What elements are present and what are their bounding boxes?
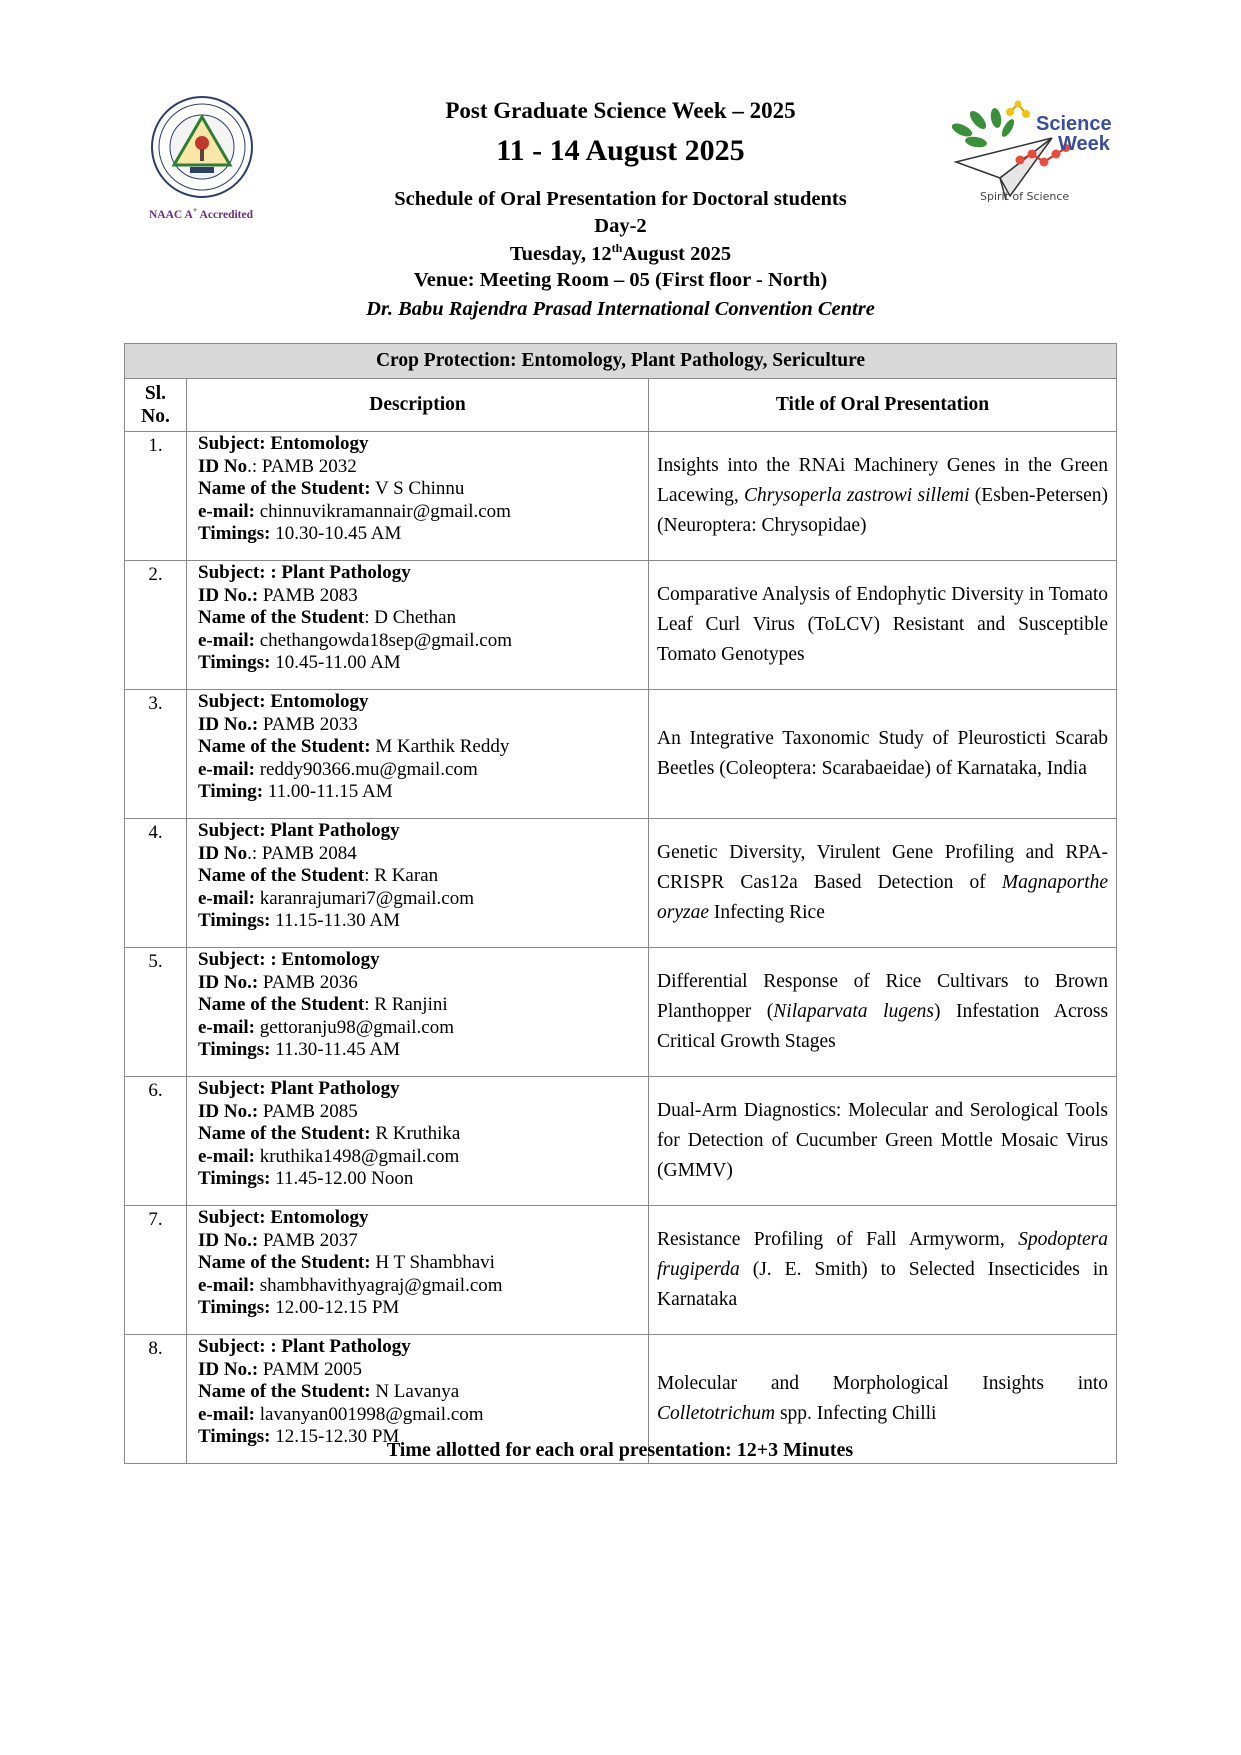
serial-number: 8. xyxy=(125,1335,187,1464)
subject-label: Subject: xyxy=(198,691,271,712)
timing-value: 12.15-12.30 PM xyxy=(270,1426,400,1447)
presentation-title: Genetic Diversity, Virulent Gene Profiling and RPA-CRISPR Cas12a Based Detection of Magnaporthe oryzae Infecting Rice xyxy=(649,819,1117,948)
id-label: ID No.: xyxy=(198,584,259,606)
student-name-label: Name of the Student: xyxy=(198,478,371,499)
student-name: V S Chinnu xyxy=(370,478,465,499)
table-row xyxy=(125,432,1117,561)
timing-label: Timings: xyxy=(198,652,271,673)
id-label: ID No.: xyxy=(198,1100,259,1122)
presentation-title: Comparative Analysis of Endophytic Diversity in Tomato Leaf Curl Virus (ToLCV) Resistant and Susceptible Tomato Genotypes xyxy=(649,561,1117,690)
id-label: ID No.: xyxy=(198,1229,259,1251)
venue-label: Venue: Meeting Room – 05 (First floor - North) xyxy=(413,269,828,291)
subject-value: : Entomology xyxy=(270,949,380,970)
student-name-label: Name of the Student xyxy=(198,607,365,628)
table-header-row xyxy=(125,379,1117,432)
student-name-label: Name of the Student: xyxy=(198,1123,371,1144)
presentation-title: Dual-Arm Diagnostics: Molecular and Serological Tools for Detection of Cucumber Green Mottle Mosaic Virus (GMMV) xyxy=(649,1077,1117,1206)
table-row xyxy=(125,819,1117,948)
id-value: PAMB 2037 xyxy=(262,1229,358,1251)
email-value: karanrajumari7@gmail.com xyxy=(254,887,475,909)
subject-value: Entomology xyxy=(270,433,369,454)
table-row xyxy=(125,690,1117,819)
email-label: e-mail: xyxy=(198,887,255,909)
serial-number: 4. xyxy=(125,819,187,948)
subject-value: Entomology xyxy=(270,691,369,712)
id-label: ID No.: xyxy=(198,971,259,993)
subject-value: Plant Pathology xyxy=(270,1078,400,1099)
presentation-title: Molecular and Morphological Insights into Colletotrichum spp. Infecting Chilli xyxy=(649,1335,1117,1464)
id-label: ID No xyxy=(198,842,248,864)
email-value: gettoranju98@gmail.com xyxy=(254,1016,454,1038)
student-name-label: Name of the Student: xyxy=(198,736,371,757)
timing-label: Timings: xyxy=(198,1297,271,1318)
id-label: ID No xyxy=(198,455,248,477)
col-title-header: Title of Oral Presentation xyxy=(649,379,1117,432)
email-value: reddy90366.mu@gmail.com xyxy=(254,758,478,780)
description-cell xyxy=(187,1077,649,1206)
student-name: : R Karan xyxy=(364,865,439,886)
timing-label: Timing: xyxy=(198,781,264,802)
serial-number: 7. xyxy=(125,1206,187,1335)
serial-number: 6. xyxy=(125,1077,187,1206)
student-name: M Karthik Reddy xyxy=(370,736,510,757)
timing-value: 10.30-10.45 AM xyxy=(270,523,402,544)
presentation-title: Differential Response of Rice Cultivars to Brown Planthopper (Nilaparvata lugens) Infestation Across Critical Growth Stages xyxy=(649,948,1117,1077)
email-label: e-mail: xyxy=(198,1016,255,1038)
date-label: Tuesday, 12thAugust 2025 xyxy=(509,241,732,265)
timing-label: Timings: xyxy=(198,1426,271,1447)
subject-label: Subject: xyxy=(198,1336,271,1357)
event-name: Post Graduate Science Week – 2025 xyxy=(445,98,796,123)
table-row xyxy=(125,1077,1117,1206)
day-label: Day-2 xyxy=(594,215,647,237)
presentation-title: Insights into the RNAi Machinery Genes in the Green Lacewing, Chrysoperla zastrowi sillemi (Esben-Petersen) (Neuroptera: Chrysopidae) xyxy=(649,432,1117,561)
subject-label: Subject: xyxy=(198,433,271,454)
email-value: chinnuvikramannair@gmail.com xyxy=(254,500,511,522)
id-value: PAMB 2084 xyxy=(261,842,357,864)
time-allotted-note: Time allotted for each oral presentation: 12+3 Minutes xyxy=(386,1439,854,1461)
timing-label: Timings: xyxy=(198,523,271,544)
email-value: lavanyan001998@gmail.com xyxy=(254,1403,484,1425)
student-name: : D Chethan xyxy=(364,607,457,628)
subject-value: Plant Pathology xyxy=(270,820,400,841)
presentation-title: An Integrative Taxonomic Study of Pleurosticti Scarab Beetles (Coleoptera: Scarabaeidae) of Karnataka, India xyxy=(649,690,1117,819)
timing-label: Timings: xyxy=(198,1039,271,1060)
email-value: kruthika1498@gmail.com xyxy=(254,1145,460,1167)
timing-value: 11.45-12.00 Noon xyxy=(270,1168,414,1189)
email-label: e-mail: xyxy=(198,758,255,780)
student-name: N Lavanya xyxy=(370,1381,460,1402)
description-cell xyxy=(187,690,649,819)
serial-number: 1. xyxy=(125,432,187,561)
description-cell: Subject: Entomology ID No.: PAMB 2032 Name of the Student: V S Chinnu e-mail: chinnuvikramannair@gmail.com Timings: 10.30-10.45 AM xyxy=(187,432,649,561)
science-week-title-line2: Week xyxy=(1058,133,1110,155)
science-week-title-line1: Science xyxy=(1036,113,1112,135)
email-label: e-mail: xyxy=(198,1403,255,1425)
id-label: ID No.: xyxy=(198,713,259,735)
subject-label: Subject: xyxy=(198,949,271,970)
university-seal-logo xyxy=(150,95,254,199)
email-value: chethangowda18sep@gmail.com xyxy=(254,629,513,651)
student-name-label: Name of the Student xyxy=(198,865,365,886)
description-cell xyxy=(187,948,649,1077)
email-label: e-mail: xyxy=(198,629,255,651)
col-sl-header: Sl. No. xyxy=(125,379,187,432)
description-cell: Subject: Plant Pathology ID No.: PAMB 2084 Name of the Student: R Karan e-mail: karanrajumari7@gmail.com Timings: 11.15-11.30 AM xyxy=(187,819,649,948)
description-cell xyxy=(187,1206,649,1335)
subject-label: Subject: xyxy=(198,820,271,841)
subject-label: Subject: xyxy=(198,1207,271,1228)
serial-number: 5. xyxy=(125,948,187,1077)
id-value: PAMB 2083 xyxy=(262,584,358,606)
id-value: PAMB 2033 xyxy=(262,713,358,735)
email-value: shambhavithyagraj@gmail.com xyxy=(254,1274,503,1296)
id-value: PAMB 2085 xyxy=(262,1100,358,1122)
centre-label: Dr. Babu Rajendra Prasad International Convention Centre xyxy=(366,298,875,320)
serial-number: 2. xyxy=(125,561,187,690)
science-week-logo xyxy=(948,100,1124,210)
presentation-title: Resistance Profiling of Fall Armyworm, Spodoptera frugiperda (J. E. Smith) to Selected Insecticides in Karnataka xyxy=(649,1206,1117,1335)
serial-number: 3. xyxy=(125,690,187,819)
timing-value: 11.30-11.45 AM xyxy=(270,1039,400,1060)
description-cell xyxy=(187,561,649,690)
id-value: PAMB 2036 xyxy=(262,971,358,993)
student-name-label: Name of the Student: xyxy=(198,1252,371,1273)
subject-value: : Plant Pathology xyxy=(270,562,411,583)
id-label: ID No.: xyxy=(198,1358,259,1380)
section-band: Crop Protection: Entomology, Plant Pathology, Sericulture xyxy=(125,344,1117,379)
email-label: e-mail: xyxy=(198,1145,255,1167)
student-name: R Kruthika xyxy=(370,1123,461,1144)
email-label: e-mail: xyxy=(198,1274,255,1296)
timing-label: Timings: xyxy=(198,1168,271,1189)
schedule-table xyxy=(124,343,1117,1464)
subject-value: : Plant Pathology xyxy=(270,1336,411,1357)
science-week-tagline: Spirit of Science xyxy=(980,190,1070,203)
subject-label: Subject: xyxy=(198,562,271,583)
student-name: H T Shambhavi xyxy=(370,1252,495,1273)
naac-accreditation: NAAC A+ Accredited xyxy=(148,206,253,221)
table-row xyxy=(125,561,1117,690)
id-value: PAMM 2005 xyxy=(262,1358,363,1380)
schedule-title: Schedule of Oral Presentation for Doctoral students xyxy=(394,188,847,210)
timing-value: 12.00-12.15 PM xyxy=(270,1297,400,1318)
timing-value: 10.45-11.00 AM xyxy=(270,652,401,673)
event-dates: 11 - 14 August 2025 xyxy=(496,134,745,167)
table-row xyxy=(125,948,1117,1077)
subject-value: Entomology xyxy=(270,1207,369,1228)
col-description-header: Description xyxy=(187,379,649,432)
timing-label: Timings: xyxy=(198,910,271,931)
email-label: e-mail: xyxy=(198,500,255,522)
id-value: PAMB 2032 xyxy=(261,455,357,477)
student-name-label: Name of the Student: xyxy=(198,1381,371,1402)
subject-label: Subject: xyxy=(198,1078,271,1099)
student-name: : R Ranjini xyxy=(364,994,448,1015)
timing-value: 11.15-11.30 AM xyxy=(270,910,400,931)
student-name-label: Name of the Student xyxy=(198,994,365,1015)
timing-value: 11.00-11.15 AM xyxy=(263,781,393,802)
table-row xyxy=(125,1206,1117,1335)
